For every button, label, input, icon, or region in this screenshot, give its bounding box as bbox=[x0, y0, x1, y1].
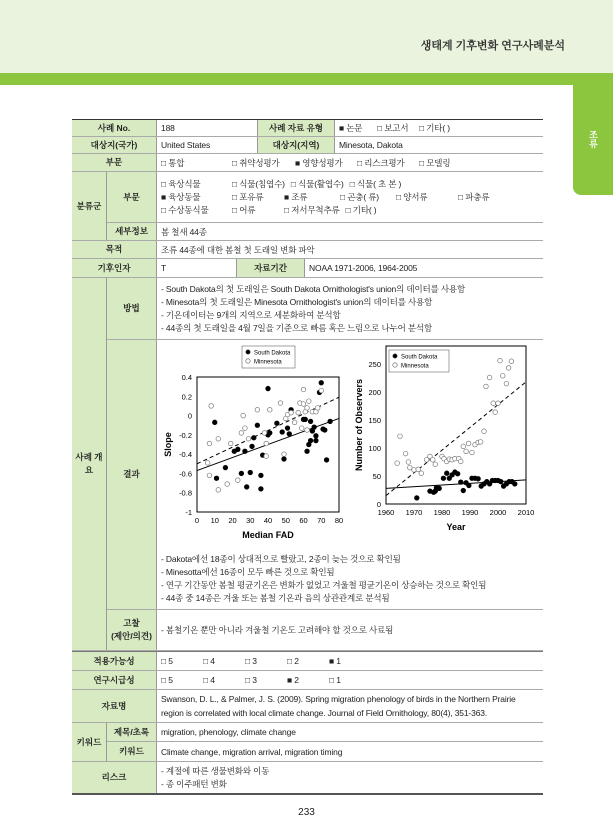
data-point bbox=[308, 419, 313, 424]
option[interactable]: ■ 논문 bbox=[339, 123, 363, 133]
option[interactable]: ■ 조류 bbox=[284, 191, 308, 202]
x-tick-label: 40 bbox=[263, 516, 273, 525]
label: 사례 자료 유형 bbox=[258, 120, 335, 136]
label: 대상지(국가) bbox=[72, 137, 157, 153]
option[interactable]: ■ 육상동물 bbox=[161, 191, 201, 202]
option[interactable]: □ 육상식물 bbox=[161, 178, 201, 189]
discussion-text: - 봄철기온 뿐만 아니라 겨울철 기온도 고려해야 할 것으로 사료됨 bbox=[161, 625, 394, 635]
x-tick-label: 1960 bbox=[377, 508, 395, 517]
data-point bbox=[467, 483, 472, 488]
data-point bbox=[312, 425, 317, 430]
data-point bbox=[319, 380, 324, 385]
y-tick-label: 150 bbox=[368, 416, 381, 425]
row-source bbox=[72, 690, 543, 723]
data-point bbox=[209, 404, 214, 409]
text-line: - Dakota에선 18종이 상대적으로 빨랐고, 2종이 늦는 것으로 확인됨 bbox=[161, 554, 401, 564]
data-point bbox=[266, 386, 271, 391]
label: 키워드 bbox=[107, 742, 157, 761]
label: 방법 bbox=[107, 278, 157, 339]
label: 키워드 bbox=[72, 723, 107, 761]
data-point bbox=[493, 410, 498, 415]
data-point bbox=[461, 444, 466, 449]
option[interactable]: □ 기타( ) bbox=[419, 123, 450, 133]
data-point bbox=[455, 471, 460, 476]
row-keywords bbox=[72, 723, 543, 762]
label: 사례 개요 bbox=[72, 278, 107, 650]
header-title: 생태계 기후변화 연구사례분석 bbox=[420, 40, 565, 52]
data-point bbox=[262, 431, 267, 436]
data-point bbox=[328, 419, 333, 424]
text-line: - Minesotta에선 16종이 모두 빠른 것으로 확인됨 bbox=[161, 567, 335, 577]
data-point bbox=[491, 401, 496, 406]
y-tick-label: 200 bbox=[368, 388, 381, 397]
option[interactable]: □ 5 bbox=[161, 675, 173, 685]
text-line: - 연구 기간동안 봄철 평균기온은 변화가 없었고 겨울철 평균기온이 상승하는 것으로 확인됨 bbox=[161, 580, 487, 590]
data-point bbox=[236, 478, 241, 483]
legend-marker bbox=[393, 354, 397, 358]
y-axis-label: Number of Observers bbox=[354, 378, 364, 472]
data-point bbox=[243, 426, 248, 431]
data-point bbox=[207, 473, 212, 478]
data-point bbox=[441, 476, 446, 481]
label: 부문 bbox=[107, 172, 157, 222]
data-point bbox=[216, 436, 221, 441]
region-value: Minesota, Dakota bbox=[339, 140, 403, 150]
data-point bbox=[406, 460, 411, 465]
data-point bbox=[478, 440, 483, 445]
data-point bbox=[305, 406, 310, 411]
source-value: Swanson, D. L., & Palmer, J. S. (2009). Spring migration phenology of birds in the Northern Prairie region is correlated with local climate change. Journal of Field Ornithology, 80(4), 351-363. bbox=[161, 694, 516, 718]
legend-label: South Dakota bbox=[254, 350, 291, 357]
y-tick-label: -0.8 bbox=[179, 488, 192, 498]
text-line: - South Dakota의 첫 도래일은 South Dakota Ornithologist's union의 데이터를 사용함 bbox=[161, 283, 466, 294]
data-point bbox=[250, 444, 255, 449]
data-point bbox=[225, 482, 230, 487]
result-charts bbox=[157, 340, 543, 545]
option[interactable]: □ 식물(활엽수) bbox=[290, 178, 344, 189]
data-point bbox=[506, 366, 511, 371]
applicability-options bbox=[157, 652, 543, 670]
purpose-value: 조류 44종에 대한 봄철 첫 도래일 변화 파악 bbox=[161, 244, 315, 255]
data-point bbox=[275, 421, 280, 426]
data-point bbox=[500, 373, 505, 378]
option[interactable]: □ 4 bbox=[203, 656, 215, 666]
option[interactable]: □ 1 bbox=[329, 675, 341, 685]
method-text bbox=[157, 278, 543, 339]
row-overview bbox=[72, 278, 543, 651]
data-point bbox=[466, 441, 471, 446]
label: 부문 bbox=[72, 154, 157, 171]
detail-value: 봄 철새 44종 bbox=[161, 226, 207, 237]
data-point bbox=[207, 441, 212, 446]
data-point bbox=[255, 423, 260, 428]
data-point bbox=[282, 457, 287, 462]
data-point bbox=[419, 471, 424, 476]
option[interactable]: □ 통합 bbox=[161, 157, 185, 168]
data-point bbox=[504, 381, 509, 386]
label: 목적 bbox=[72, 241, 157, 258]
row-purpose bbox=[72, 241, 543, 259]
data-point bbox=[287, 432, 292, 437]
row-risk bbox=[72, 762, 543, 793]
data-point bbox=[289, 410, 294, 415]
y-tick-label: -0.6 bbox=[179, 469, 192, 479]
data-point bbox=[314, 434, 319, 439]
taxon-options bbox=[157, 172, 543, 222]
option[interactable]: □ 파충류 bbox=[458, 191, 490, 202]
row-sector bbox=[72, 154, 543, 172]
y-tick-label: 50 bbox=[372, 472, 381, 481]
data-point bbox=[246, 436, 251, 441]
x-tick-label: 1970 bbox=[405, 508, 423, 517]
data-point bbox=[433, 462, 438, 467]
label: 사례 No. bbox=[72, 120, 157, 136]
data-point bbox=[319, 388, 324, 393]
period-value: NOAA 1971-2006, 1964-2005 bbox=[309, 263, 418, 273]
result-text bbox=[157, 545, 543, 609]
legend-marker bbox=[393, 363, 397, 367]
option[interactable]: □ 모델링 bbox=[419, 157, 451, 168]
label: 자료명 bbox=[72, 690, 157, 722]
option[interactable]: □ 3 bbox=[245, 656, 257, 666]
data-point bbox=[280, 430, 285, 435]
label: 적용가능성 bbox=[72, 652, 157, 670]
data-point bbox=[259, 487, 264, 492]
y-tick-label: 100 bbox=[368, 444, 381, 453]
data-point bbox=[301, 387, 306, 392]
data-point bbox=[216, 488, 221, 493]
x-tick-label: 2000 bbox=[489, 508, 507, 517]
data-point bbox=[499, 479, 504, 484]
text-line: - 44종 중 14종은 겨울 또는 봄철 기온과 음의 상관관계로 분석됨 bbox=[161, 593, 390, 603]
x-tick-label: 10 bbox=[210, 516, 219, 525]
data-point bbox=[395, 461, 400, 466]
y-tick-label: 250 bbox=[368, 360, 381, 369]
x-tick-label: 2010 bbox=[517, 508, 535, 517]
data-point bbox=[255, 407, 260, 412]
data-point bbox=[214, 476, 219, 481]
option[interactable]: □ 5 bbox=[161, 656, 173, 666]
data-point bbox=[430, 457, 435, 462]
label: 세부정보 bbox=[107, 223, 157, 240]
x-tick-label: 70 bbox=[317, 516, 326, 525]
data-point bbox=[444, 471, 449, 476]
y-tick-label: 0.2 bbox=[181, 392, 192, 402]
data-point bbox=[416, 467, 421, 472]
data-point bbox=[264, 441, 269, 446]
data-point bbox=[236, 447, 241, 452]
country-value: United States bbox=[157, 137, 258, 153]
data-point bbox=[299, 426, 304, 431]
title-keywords: migration, phenology, climate change bbox=[161, 727, 296, 737]
data-point bbox=[307, 399, 312, 404]
option[interactable]: □ 포유류 bbox=[232, 191, 264, 202]
page-number: 233 bbox=[298, 807, 315, 818]
option[interactable]: □ 기타( ) bbox=[345, 204, 377, 215]
data-point bbox=[243, 449, 248, 454]
legend-label: Minnesota bbox=[401, 363, 429, 370]
x-axis-label: Median FAD bbox=[242, 530, 294, 540]
legend-marker bbox=[246, 359, 250, 363]
data-point bbox=[398, 434, 403, 439]
climate-value: T bbox=[157, 259, 237, 277]
data-point bbox=[292, 420, 297, 425]
option[interactable]: □ 식물( 초 본 ) bbox=[349, 178, 402, 189]
header-bar bbox=[0, 73, 613, 85]
data-point bbox=[278, 401, 283, 406]
text-line: - Minesota의 첫 도래일은 Minesota Ornithologist's union의 데이터를 사용함 bbox=[161, 296, 433, 307]
case-no-value: 188 bbox=[157, 120, 258, 136]
data-point bbox=[248, 470, 253, 475]
data-point bbox=[241, 413, 246, 418]
x-tick-label: 20 bbox=[228, 516, 237, 525]
row-target bbox=[72, 137, 543, 154]
data-point bbox=[282, 452, 287, 457]
data-point bbox=[315, 406, 320, 411]
keywords-value: Climate change, migration arrival, migration timing bbox=[161, 746, 343, 757]
text-line: - 기온데이터는 9개의 지역으로 세분화하여 분석함 bbox=[161, 309, 341, 320]
data-point bbox=[314, 438, 319, 443]
legend-marker bbox=[246, 350, 250, 354]
text-line: - 종 이주패턴 변화 bbox=[161, 778, 227, 789]
x-tick-label: 30 bbox=[246, 516, 255, 525]
option[interactable]: □ 수상동식물 bbox=[161, 204, 209, 215]
side-tab[interactable] bbox=[573, 85, 613, 195]
data-point bbox=[482, 429, 487, 434]
y-tick-label: -0.4 bbox=[179, 450, 192, 460]
legend-label: South Dakota bbox=[401, 354, 438, 361]
legend-label: Minnesota bbox=[254, 359, 282, 366]
x-tick-label: 60 bbox=[299, 516, 308, 525]
data-point bbox=[239, 431, 244, 436]
data-point bbox=[244, 485, 249, 490]
label: 결과 bbox=[107, 340, 157, 609]
label: 제목/초록 bbox=[107, 723, 157, 741]
data-point bbox=[496, 401, 501, 406]
data-point bbox=[470, 450, 475, 455]
option[interactable]: □ 리스크평가 bbox=[357, 157, 405, 168]
y-tick-label: -0.2 bbox=[179, 430, 192, 440]
data-point bbox=[324, 458, 329, 463]
option[interactable]: □ 2 bbox=[287, 656, 299, 666]
label: 고찰 (제안/의견) bbox=[107, 610, 157, 650]
data-point bbox=[458, 480, 463, 485]
data-point bbox=[308, 438, 313, 443]
label: 분류군 bbox=[72, 172, 107, 240]
option[interactable]: □ 저서무척추류 bbox=[284, 204, 340, 215]
y-tick-label: -1 bbox=[185, 508, 192, 517]
urgency-options bbox=[157, 671, 543, 689]
x-tick-label: 80 bbox=[334, 516, 344, 525]
data-point bbox=[303, 417, 308, 422]
option[interactable]: □ 식물(침엽수) bbox=[232, 178, 285, 189]
data-point bbox=[259, 473, 264, 478]
case-table bbox=[72, 119, 543, 795]
option[interactable]: ■ 영향성평가 bbox=[295, 157, 343, 168]
row-climate bbox=[72, 259, 543, 278]
data-point bbox=[476, 477, 481, 482]
label: 대상지(지역) bbox=[258, 137, 335, 153]
option[interactable]: □ 보고서 bbox=[377, 123, 409, 133]
page-content bbox=[72, 119, 543, 818]
option[interactable]: □ 어류 bbox=[232, 204, 256, 215]
data-point bbox=[408, 465, 413, 470]
type-options bbox=[335, 120, 543, 136]
text-line: - 44종의 첫 도래일을 4월 7일을 기준으로 빠름 혹은 느림으로 나누어 분석함 bbox=[161, 322, 433, 333]
data-point bbox=[264, 454, 269, 459]
label: 리스크 bbox=[72, 762, 157, 793]
risk-text bbox=[157, 762, 543, 793]
data-point bbox=[403, 451, 408, 456]
y-tick-label: 0 bbox=[187, 411, 192, 421]
data-point bbox=[267, 431, 272, 436]
x-tick-label: 1990 bbox=[461, 508, 479, 517]
row-applicability bbox=[72, 651, 543, 671]
data-point bbox=[223, 465, 228, 470]
data-point bbox=[285, 426, 290, 431]
option[interactable]: □ 양서류 bbox=[396, 191, 428, 202]
data-point bbox=[296, 410, 301, 415]
row-taxon bbox=[72, 172, 543, 241]
sector-options bbox=[157, 154, 543, 171]
data-point bbox=[205, 461, 210, 466]
x-tick-label: 50 bbox=[281, 516, 290, 525]
page-header bbox=[0, 0, 613, 73]
data-point bbox=[228, 441, 233, 446]
option[interactable]: ■ 2 bbox=[287, 675, 299, 685]
data-point bbox=[305, 449, 310, 454]
y-axis-label: Slope bbox=[163, 432, 173, 457]
data-point bbox=[484, 384, 489, 389]
x-tick-label: 0 bbox=[194, 516, 200, 525]
label: 기후인자 bbox=[72, 259, 157, 277]
option[interactable]: □ 취약성평가 bbox=[232, 157, 280, 168]
y-tick-label: 0.4 bbox=[181, 373, 192, 382]
data-point bbox=[458, 459, 463, 464]
data-point bbox=[305, 428, 310, 433]
y-tick-label: 0 bbox=[376, 500, 381, 509]
text-line: - 계절에 따른 생물변화와 이동 bbox=[161, 765, 270, 776]
data-point bbox=[464, 449, 469, 454]
data-point bbox=[212, 420, 217, 425]
data-point bbox=[239, 471, 244, 476]
option[interactable]: □ 곤충( 류) bbox=[340, 191, 379, 202]
data-point bbox=[301, 402, 306, 407]
x-axis-label: Year bbox=[446, 522, 466, 532]
data-point bbox=[498, 358, 503, 363]
data-point bbox=[323, 428, 328, 433]
data-point bbox=[461, 488, 466, 493]
option[interactable]: □ 3 bbox=[245, 675, 257, 685]
data-point bbox=[437, 486, 442, 491]
label: 연구시급성 bbox=[72, 671, 157, 689]
option[interactable]: ■ 1 bbox=[329, 656, 341, 666]
row-case-no bbox=[72, 120, 543, 137]
data-point bbox=[267, 407, 272, 412]
x-tick-label: 1980 bbox=[433, 508, 451, 517]
data-point bbox=[415, 496, 420, 501]
data-point bbox=[487, 375, 492, 380]
option[interactable]: □ 4 bbox=[203, 675, 215, 685]
label: 자료기간 bbox=[237, 259, 305, 277]
data-point bbox=[513, 482, 518, 487]
side-tab-label: 조류 bbox=[588, 130, 598, 148]
data-point bbox=[509, 359, 514, 364]
row-urgency bbox=[72, 671, 543, 690]
